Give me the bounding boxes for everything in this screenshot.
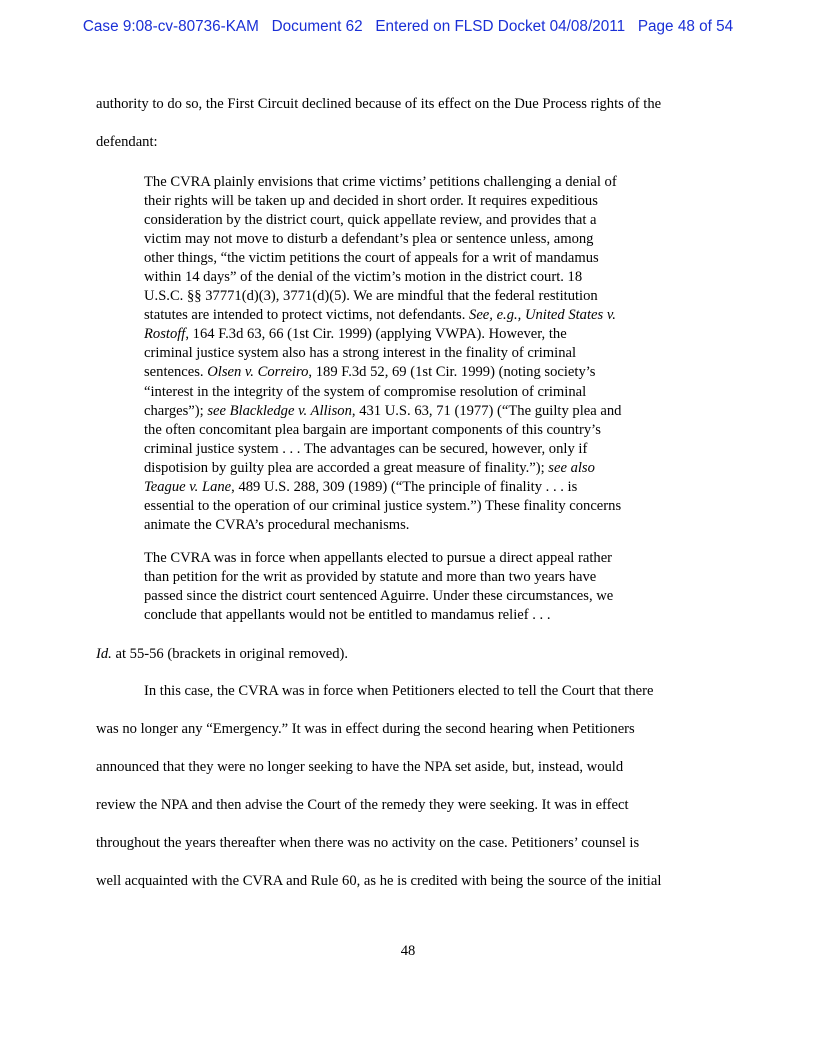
body-line: review the NPA and then advise the Court of the remedy they were seeking. It was in effect (96, 797, 629, 813)
body-line: well acquainted with the CVRA and Rule 60, as he is credited with being the source of the initial (96, 873, 662, 889)
quote-text: , 489 U.S. 288, 309 (1989) (“The principle of finality . . . is (231, 478, 578, 495)
quote-line (144, 325, 684, 344)
case-citation: Olsen v. Correiro (207, 364, 309, 381)
quote-line (144, 459, 684, 478)
quote-text: dispotision by guilty plea are accorded a great measure of finality.”); (144, 459, 549, 476)
quote-line: conclude that appellants would not be entitled to mandamus relief . . . (144, 607, 551, 624)
page-indicator: Page 48 of 54 (637, 18, 734, 35)
quote-line: criminal justice system . . . The advantages can be secured, however, only if (144, 440, 588, 457)
quote-text: , 164 F.3d 63, 66 (1st Cir. 1999) (applying VWPA). However, the (185, 326, 567, 343)
quote-line: “interest in the integrity of the system of compromise resolution of criminal (144, 383, 587, 400)
intro-line: authority to do so, the First Circuit declined because of its effect on the Due Process rights of the (96, 96, 662, 112)
block-quote-1 (144, 173, 684, 535)
quote-line: animate the CVRA’s procedural mechanisms. (144, 516, 410, 533)
citation-line (96, 646, 348, 663)
quote-text: , 431 U.S. 63, 71 (1977) (“The guilty plea and (351, 402, 622, 419)
quote-text: charges”); (144, 402, 208, 419)
quote-text: sentences. (144, 364, 208, 381)
id-citation: Id. (96, 646, 112, 662)
quote-line: the often concomitant plea bargain are important components of this country’s (144, 421, 601, 438)
page-number: 48 (400, 943, 416, 959)
document-number: Document 62 (271, 18, 363, 35)
quote-line: their rights will be taken up and decided in short order. It requires expeditious (144, 193, 598, 210)
body-line: was no longer any “Emergency.” It was in effect during the second hearing when Petitioners (96, 721, 635, 737)
quote-line (144, 402, 684, 421)
case-citation: see also (548, 459, 595, 476)
quote-line (144, 306, 684, 325)
quote-line: The CVRA plainly envisions that crime victims’ petitions challenging a denial of (144, 174, 617, 190)
case-citation: see Blackledge v. Allison (207, 402, 352, 419)
quote-line: within 14 days” of the denial of the victim’s motion in the district court. 18 (144, 269, 583, 286)
docket-header (0, 18, 816, 36)
quote-line: passed since the district court sentenced Aguirre. Under these circumstances, we (144, 588, 614, 605)
quote-line: criminal justice system also has a strong interest in the finality of criminal (144, 345, 577, 362)
quote-text: , 189 F.3d 52, 69 (1st Cir. 1999) (noting society’s (308, 364, 596, 381)
citation-text: at 55-56 (brackets in original removed). (111, 646, 349, 662)
docket-entry: Entered on FLSD Docket 04/08/2011 (375, 18, 626, 35)
quote-line: victim may not move to disturb a defendant’s plea or sentence unless, among (144, 231, 594, 248)
quote-line (144, 363, 684, 382)
intro-line: defendant: (96, 134, 158, 150)
body-line: throughout the years thereafter when there was no activity on the case. Petitioners’ counsel is (96, 835, 640, 851)
quote-line: essential to the operation of our criminal justice system.”) These finality concerns (144, 497, 622, 514)
case-number: Case 9:08-cv-80736-KAM (82, 18, 259, 35)
body-line: In this case, the CVRA was in force when Petitioners elected to tell the Court that there (144, 683, 654, 699)
body-line: announced that they were no longer seeking to have the NPA set aside, but, instead, would (96, 759, 624, 775)
quote-line: other things, “the victim petitions the court of appeals for a writ of mandamus (144, 250, 599, 267)
quote-line: U.S.C. §§ 37771(d)(3), 3771(d)(5). We are mindful that the federal restitution (144, 288, 598, 305)
quote-line: The CVRA was in force when appellants elected to pursue a direct appeal rather (144, 550, 613, 566)
block-quote-2 (144, 549, 613, 625)
quote-text: statutes are intended to protect victims, not defendants. (144, 307, 470, 324)
quote-line (144, 478, 684, 497)
quote-line: than petition for the writ as provided by statute and more than two years have (144, 569, 597, 586)
case-citation: Teague v. Lane (144, 478, 232, 495)
case-citation: See, e.g., United States v. (469, 307, 616, 324)
case-citation: Rostoff (144, 326, 186, 343)
quote-line: consideration by the district court, quick appellate review, and provides that a (144, 212, 597, 229)
